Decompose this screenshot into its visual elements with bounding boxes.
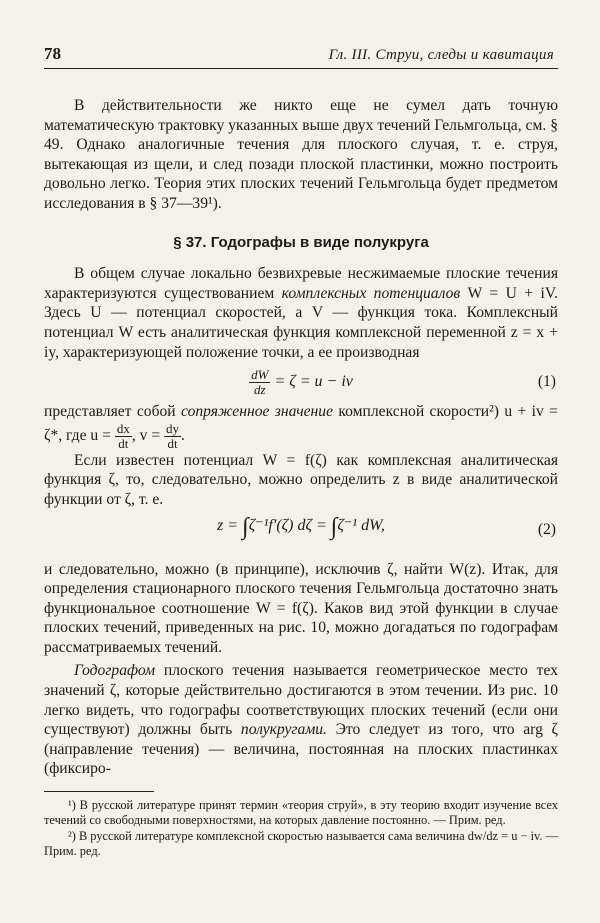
fraction-dw-dz — [249, 368, 270, 397]
main-text — [44, 96, 558, 860]
text-span: Это следует из того, что arg ζ (направление течения) — величина, постоянная на плоских пластинках (фиксиро- — [44, 721, 558, 778]
paragraph-complex-potential — [44, 264, 558, 362]
equation-2-term: ζ⁻¹ dW, — [337, 516, 385, 534]
equation-2-term: ζ⁻¹f′(ζ) dζ = — [248, 516, 327, 534]
fraction-denominator: dz — [254, 382, 266, 398]
fraction-dx-dt — [115, 422, 132, 451]
text-span: плоского течения называется геометрическое место тех значений ζ, которые действительно достигаются в этом течении. Из рис. 10 легко видеть, что годографы соответствующих плоских течений (если они существуют) должны быть — [44, 662, 558, 739]
fraction-numerator: dy — [166, 420, 180, 436]
text-span: . — [181, 426, 185, 444]
footnote-rule — [44, 791, 154, 792]
text-span: В общем случае локально безвихревые несжимаемые плоские течения характеризуются существованием — [44, 265, 558, 302]
text-span: комплексной скорости²) u + iv = ζ*, где u = — [44, 403, 558, 444]
fraction-denominator: dt — [167, 435, 178, 451]
fraction-numerator: dW — [251, 367, 269, 383]
paragraph-analytic-function: Если известен потенциал W = f(ζ) как комплексная аналитическая функция ζ, то, следовательно, можно определить z в виде аналитической функции от ζ, т. е. — [44, 451, 558, 508]
running-title: Гл. III. Струи, следы и кавитация — [328, 47, 554, 63]
integral-sign: ∫ — [330, 513, 338, 540]
equation-2 — [44, 510, 558, 560]
page-number: 78 — [44, 44, 61, 63]
section-title: § 37. Годографы в виде полукруга — [173, 233, 429, 251]
equation-2-body — [44, 513, 558, 540]
fraction-denominator: dt — [118, 435, 129, 451]
text-span: представляет собой — [44, 403, 176, 421]
equation-1-number: (1) — [537, 373, 556, 391]
term-hodograph: Годографом — [74, 662, 156, 680]
equation-1 — [44, 362, 558, 402]
paragraph-hodograph — [44, 661, 558, 779]
footnote-1: ¹) В русской литературе принят термин «теория струй», в эту теорию входит изучение всех течений со свободными поверхностями, на которых давление постоянно. — Прим. ред. — [44, 798, 558, 828]
header-rule — [44, 68, 558, 69]
fraction-numerator: dx — [116, 420, 130, 436]
term-complex-potentials: комплексных потенциалов — [281, 284, 461, 302]
fraction-dy-dt — [164, 422, 181, 451]
term-semicircles: полукругами. — [240, 721, 327, 739]
term-conjugate-value: сопряженное значение — [181, 403, 334, 421]
paragraph-functional-relation: и следовательно, можно (в принципе), исключив ζ, найти W(z). Итак, для определения стационарного плоского течения Гельмгольца достаточно знать функциональное соотношение W = f(ζ). Каков вид этой функции в случае плоских течений, приведенных на рис. 10, можно догадаться по годографам рассматриваемых течений. — [44, 560, 558, 656]
paragraph-conjugate — [44, 402, 558, 451]
page-header — [44, 44, 558, 70]
equation-1-body — [44, 368, 558, 397]
equation-2-number: (2) — [537, 520, 556, 538]
equation-1-rhs: = ζ = u − iv — [274, 373, 353, 391]
text-span: W = U + iV. Здесь U — потенциал скоростей, а V — функция тока. Комплексный потенциал W есть аналитическая функция комплексной переменной z = x + iy, характеризующей положение точки, а ее производная — [44, 284, 558, 361]
integral-sign: ∫ — [242, 513, 249, 540]
equation-2-lhs: z = — [217, 516, 239, 534]
paragraph-intro: В действительности же никто еще не сумел дать точную математическую трактовку указанных выше двух течений Гельмгольца, см. § 49. Однако аналогичные течения для плоского случая, т. е. струя, вытекающая из щели, и след позади плоской пластинки, можно построить довольно легко. Теория этих плоских течений Гельмгольца будет предметом исследования в § 37—39¹). — [44, 97, 558, 212]
text-span: , v = — [131, 426, 161, 444]
footnote-2: ²) В русской литературе комплексной скоростью называется сама величина dw/dz = u − iv. — Прим. ред. — [44, 828, 559, 859]
